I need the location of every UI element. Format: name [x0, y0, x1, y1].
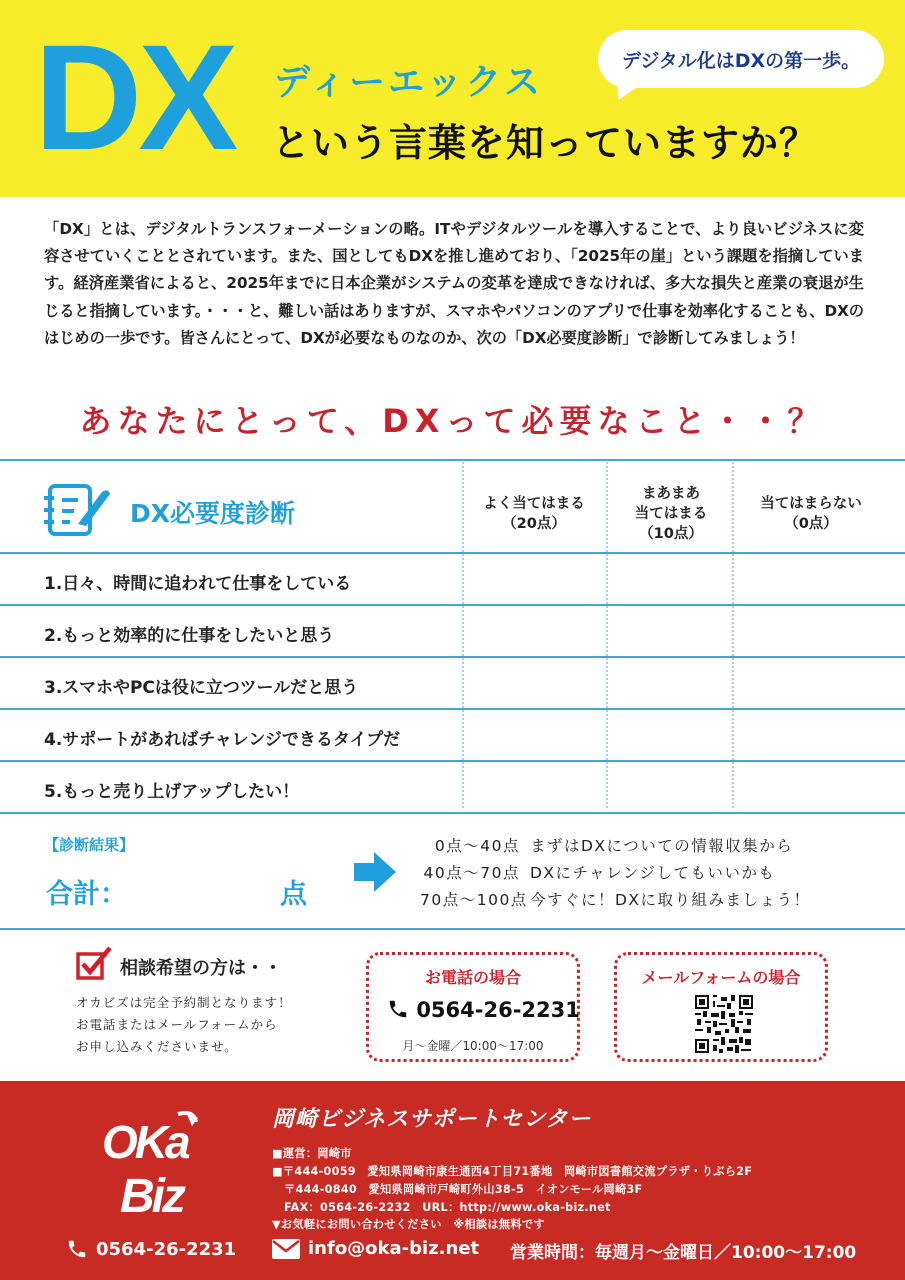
answer-cell[interactable] — [464, 554, 606, 604]
table-bottom-border — [0, 812, 905, 814]
mail-form-box[interactable] — [614, 952, 828, 1062]
answer-cell[interactable] — [464, 606, 606, 656]
column-header-line: 当てはまる — [634, 506, 708, 522]
score-range-text: DXにチャレンジしてもいいかも — [530, 864, 776, 882]
total-score-field[interactable] — [150, 872, 268, 906]
phone-hours: 月〜金曜／10:00〜17:00 — [402, 1039, 544, 1053]
answer-cell[interactable] — [608, 710, 732, 760]
column-header-line: 当てはまらない — [760, 496, 862, 512]
phone-icon — [66, 1238, 88, 1260]
okabiz-logo — [98, 1108, 220, 1220]
answer-cell[interactable] — [734, 658, 905, 708]
score-range-2 — [420, 861, 775, 883]
score-range-points: 0点〜40点 — [434, 837, 520, 855]
phone-number[interactable] — [387, 998, 580, 1022]
dx-logo-text: DX — [34, 13, 235, 181]
arrow-right-icon — [354, 852, 396, 892]
question-4: 4.サポートがあればチャレンジできるタイプだ — [44, 730, 401, 750]
column-header-line: （0点） — [784, 516, 838, 532]
consult-text — [76, 992, 292, 1058]
footer-email[interactable] — [272, 1238, 479, 1259]
score-range-points: 40点〜70点 — [423, 864, 520, 882]
footer-phone[interactable] — [66, 1238, 236, 1260]
answer-cell[interactable] — [734, 710, 905, 760]
answer-cell[interactable] — [608, 606, 732, 656]
total-label: 合計： — [46, 879, 127, 910]
consult-text-line: オカビズは完全予約制となります！ — [76, 995, 292, 1010]
column-header-line: よく当てはまる — [483, 496, 585, 512]
question-3: 3.スマホやPCは役に立つツールだと思う — [44, 678, 359, 698]
answer-cell[interactable] — [464, 762, 606, 812]
consult-text-line: お申し込みくださいませ。 — [76, 1039, 238, 1054]
mail-box-title: メールフォームの場合 — [641, 968, 801, 987]
column-header-line: まあまあ — [642, 486, 700, 502]
answer-cell[interactable] — [608, 554, 732, 604]
table-top-border — [0, 459, 905, 461]
footer-hours: 営業時間：毎週月〜金曜日／10:00〜17:00 — [510, 1243, 857, 1263]
intro-paragraph: 「DX」とは、デジタルトランスフォーメーションの略。ITやデジタルツールを導入することで、より良いビジネスに変容させていくこととされています。また、国としてもDXを推し進めており、「2025年の崖」という課題を指摘しています。経済産業省によると、2025年までに日本企業がシステムの変革を達成できなければ、多大な損失と産業の衰退が生じると指摘しています。・・・と、難しい話はありますが、スマホやパソコンのアプリで仕事を効率化することも、DXのはじめの一歩です。皆さんにとって、DXが必要なものなのか、次の「DX必要度診断」で診断してみましょう！ — [44, 220, 864, 347]
phone-contact-box[interactable] — [366, 952, 580, 1062]
result-label: 【診断結果】 — [44, 836, 135, 854]
footer-email-text: info@oka-biz.net — [308, 1238, 480, 1259]
footer-phone-text: 0564-26-2231 — [96, 1238, 237, 1260]
answer-cell[interactable] — [734, 762, 905, 812]
header-banner — [0, 0, 905, 197]
answer-cell[interactable] — [608, 762, 732, 812]
svg-text:OKa: OKa — [102, 1116, 188, 1168]
answer-cell[interactable] — [464, 658, 606, 708]
column-header-10 — [608, 484, 734, 544]
question-2: 2.もっと効率的に仕事をしたいと思う — [44, 626, 335, 646]
column-header-line: （20点） — [502, 516, 566, 532]
phone-number-text: 0564-26-2231 — [416, 998, 580, 1022]
score-range-1 — [420, 834, 793, 856]
svg-text:Biz: Biz — [120, 1170, 183, 1220]
total-unit: 点 — [280, 879, 307, 910]
score-range-text: まずはDXについての情報収集から — [530, 837, 794, 855]
column-header-0 — [736, 494, 886, 534]
answer-cell[interactable] — [464, 710, 606, 760]
mail-icon — [272, 1239, 300, 1259]
dx-reading: ディーエックス — [274, 62, 544, 103]
column-header-20 — [470, 494, 598, 534]
score-range-text: 今すぐに！DXに取り組みましょう！ — [530, 891, 811, 909]
checklist-pen-icon — [44, 480, 114, 540]
answer-cell[interactable] — [734, 606, 905, 656]
organization-name: 岡崎ビジネスサポートセンター — [272, 1107, 592, 1132]
consult-title: 相談希望の方は・・ — [120, 958, 282, 979]
answer-cell[interactable] — [734, 554, 905, 604]
phone-icon — [387, 998, 409, 1020]
speech-bubble — [598, 30, 884, 88]
phone-box-title: お電話の場合 — [424, 968, 521, 987]
answer-cell[interactable] — [608, 658, 732, 708]
question-1: 1.日々、時間に追われて仕事をしている — [44, 574, 352, 594]
question-5: 5.もっと売り上げアップしたい！ — [44, 782, 300, 802]
fax-url-line[interactable]: FAX：0564-26-2232 URL：http://www.oka-biz.net — [284, 1201, 611, 1214]
note-line: ▼お気軽にお問い合わせください ※相談は無料です — [272, 1218, 545, 1231]
score-range-3 — [420, 888, 811, 910]
checkbox-checked-icon — [76, 946, 112, 980]
header-question: という言葉を知っていますか？ — [272, 121, 819, 165]
speech-bubble-text: デジタル化はDXの第一歩。 — [621, 49, 861, 72]
score-range-points: 70点〜100点 — [420, 891, 528, 909]
column-header-line: （10点） — [639, 526, 703, 542]
address-line-1: ■〒444-0059 愛知県岡崎市康生通西4丁目71番地 岡崎市図書館交流プラザ・りぶら2F — [272, 1165, 753, 1178]
section-divider — [0, 928, 905, 930]
consult-text-line: お電話またはメールフォームから — [76, 1017, 278, 1032]
operator-line: ■運営：岡崎市 — [272, 1147, 352, 1160]
qr-code[interactable] — [695, 995, 753, 1053]
section-headline: あなたにとって、DXって必要なこと・・？ — [79, 402, 826, 440]
address-line-2: 〒444-0840 愛知県岡崎市戸崎町外山38-5 イオンモール岡崎3F — [284, 1183, 643, 1196]
diagnosis-title: DX必要度診断 — [130, 499, 296, 528]
